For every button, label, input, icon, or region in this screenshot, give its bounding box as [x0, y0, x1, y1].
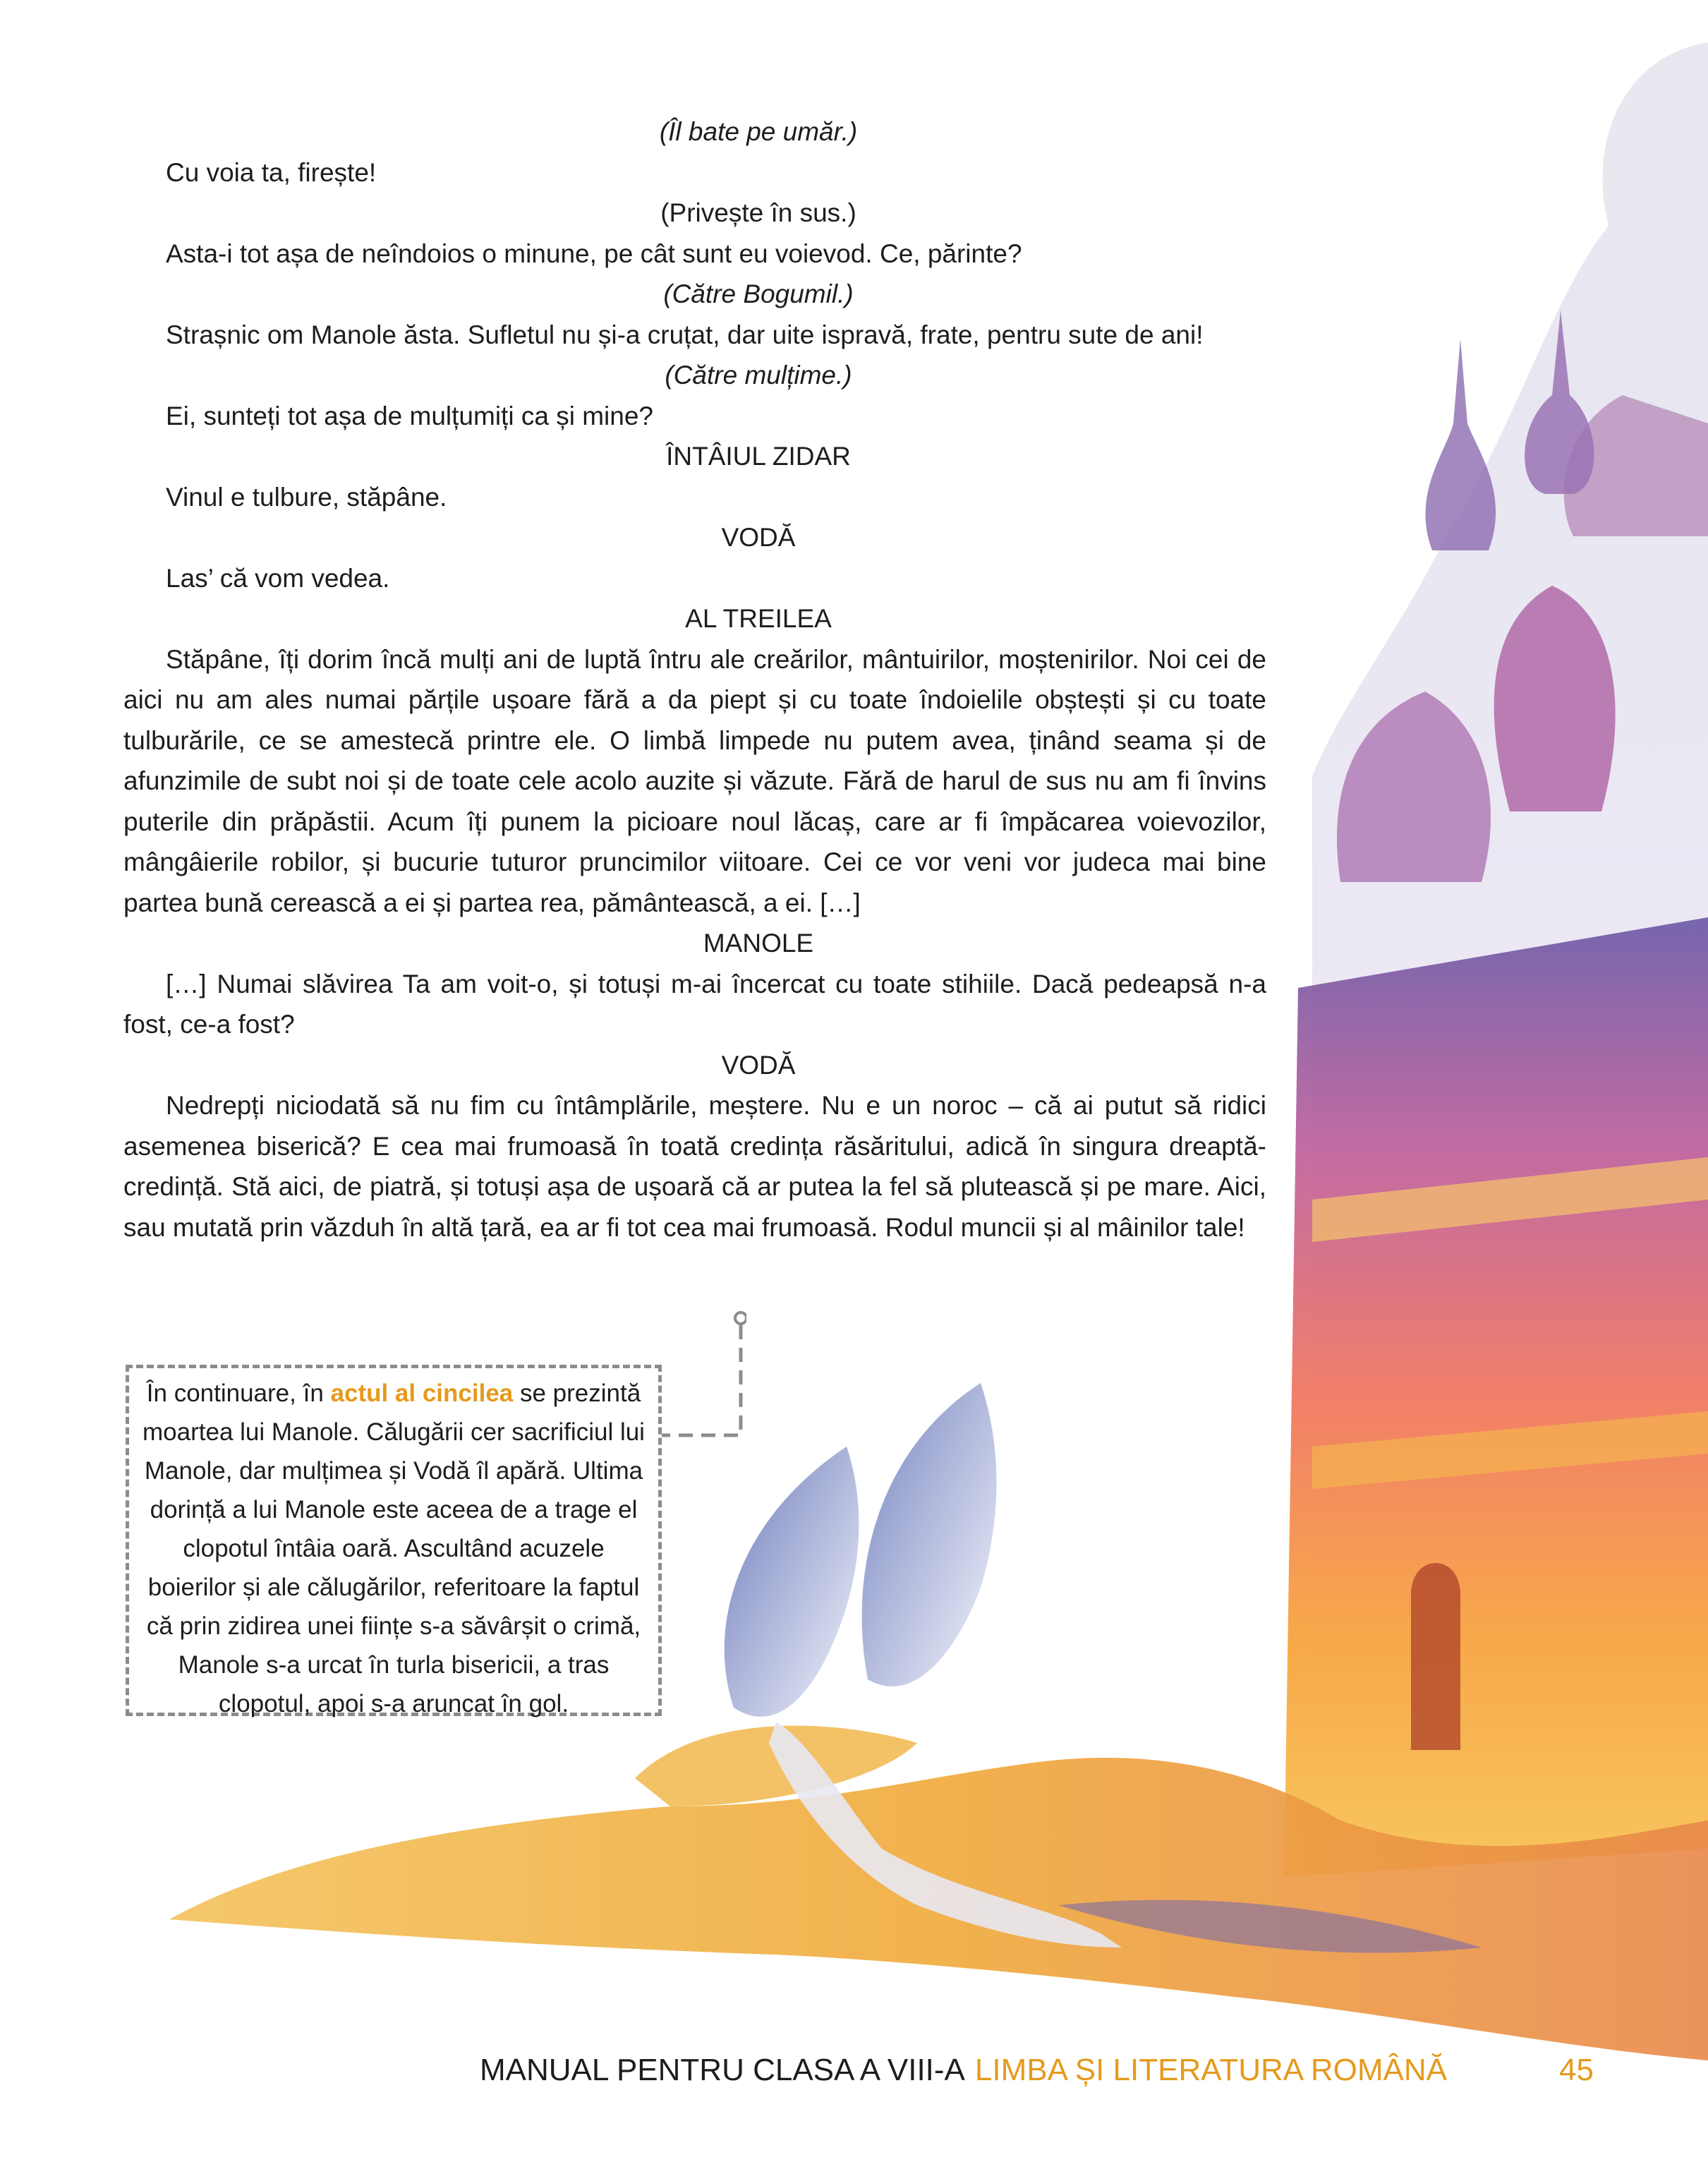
stage-direction: (Către Bogumil.) [663, 279, 854, 308]
stage-direction: (Îl bate pe umăr.) [659, 117, 858, 146]
footer-manual-title: MANUAL PENTRU CLASA A VIII-A [480, 2053, 965, 2087]
callout-connector [662, 1311, 746, 1438]
speaker-name: ÎNTÂIUL ZIDAR [666, 442, 851, 471]
page-number: 45 [1559, 2053, 1594, 2087]
summary-callout [126, 1365, 662, 1716]
dialogue-line: Cu voia ta, firește! [166, 157, 377, 187]
callout-text: În continuare, în [146, 1380, 331, 1407]
speaker-name: MANOLE [703, 929, 814, 958]
callout-text: se prezintă moartea lui Manole. Călugării cer sacrificiul lui Manole, dar mulțimea și Vodă îl apără. Ultima dorință a lui Manole este aceea de a trage el clopotul întâia oară. Ascultând acuzele boierilor și ale călugărilor, referitoare la faptul că prin zidirea unei ființe s-a săvârșit o crimă, Manole s-a urcat în turla bisericii, a tras clopotul, apoi s-a aruncat în gol. [143, 1380, 645, 1718]
dialogue-line: […] Numai slăvirea Ta am voit-o, și totuși m-ai încercat cu toate stihiile. Dacă pedeapsă n-a fost, ce-a fost? [123, 969, 1266, 1039]
dialogue-line: Stăpâne, îți dorim încă mulți ani de luptă întru ale creărilor, mântuirilor, moștenirilor. Noi cei de aici nu am ales numai părțile ușoare fără a da piept și cu toate îndoielile obștești și cu toate tulburările, ce se amestecă printre ele. O limbă limpede nu putem avea, ținând seama și de afunzimile de subt noi și de toate cele acolo auzite și văzute. Fără de harul de sus nu am fi învins puterile din prăpăstii. Acum îți punem la picioare noul lăcaș, care ar fi împăcarea voievozilor, mângâierile robilor, și bucurie tuturor pruncimilor viitoare. Cei ce vor veni vor judeca mai bine partea bună cerească a ei și partea rea, pământească, a ei. […] [123, 644, 1266, 917]
speaker-name: AL TREILEA [685, 604, 832, 633]
dialogue-line: Las’ că vom vedea. [166, 563, 390, 593]
dialogue-text [123, 111, 1266, 1248]
speaker-name: VODĂ [721, 523, 796, 552]
dialogue-line: Strașnic om Manole ăsta. Sufletul nu și-a cruțat, dar uite ispravă, frate, pentru sute de ani! [166, 320, 1204, 349]
dialogue-line: Vinul e tulbure, stăpâne. [166, 482, 447, 512]
stage-direction: (Privește în sus.) [660, 198, 856, 227]
dialogue-line: Asta-i tot așa de neîndoios o minune, pe cât sunt eu voievod. Ce, părinte? [166, 239, 1022, 268]
stage-direction: (Către mulțime.) [665, 361, 852, 390]
footer-subject: LIMBA ȘI LITERATURA ROMÂNĂ [974, 2053, 1448, 2087]
speaker-name: VODĂ [721, 1050, 796, 1080]
dialogue-line: Nedrepți niciodată să nu fim cu întâmplările, meștere. Nu e un noroc – că ai putut să ridici asemenea biserică? E cea mai frumoasă în toată credința răsăritului, adică în singura dreaptă-credință. Stă aici, de piatră, și totuși așa de ușoară că ar putea la fel să plutească și pe mare. Aici, sau mutată prin văzduh în altă țară, ea ar fi tot cea mai frumoasă. Rodul muncii și al mâinilor tale! [123, 1091, 1266, 1242]
dialogue-line: Ei, sunteți tot așa de mulțumiți ca și mine? [166, 401, 653, 430]
callout-highlight: actul al cincilea [330, 1380, 514, 1407]
page-footer [480, 2049, 1609, 2091]
